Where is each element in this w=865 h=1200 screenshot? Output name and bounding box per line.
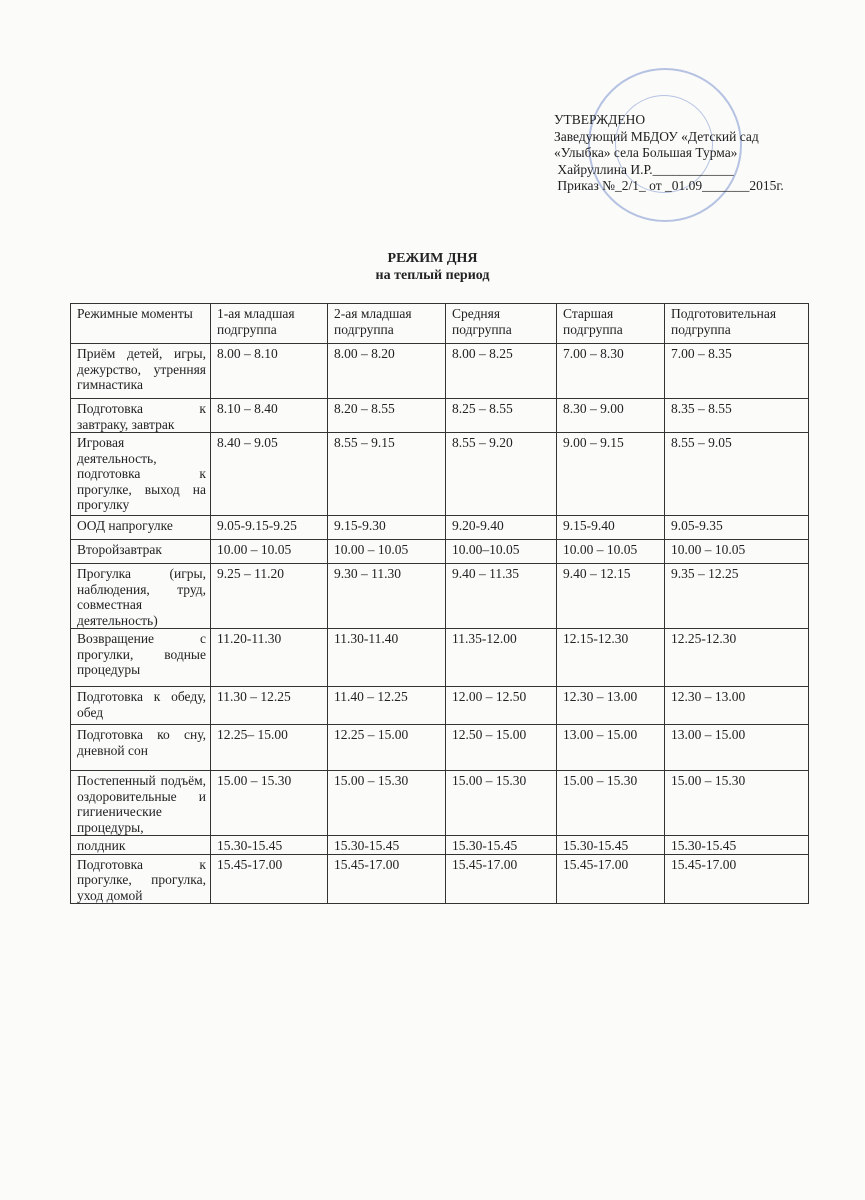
time-cell: 8.30 – 9.00 (557, 399, 665, 433)
column-header: Средняя подгруппа (446, 304, 557, 344)
time-cell: 8.55 – 9.05 (665, 433, 809, 516)
regime-moment-cell: Приём детей, игры, дежурство, утренняя гимнастика (71, 344, 211, 399)
table-row (71, 344, 809, 399)
time-cell: 9.00 – 9.15 (557, 433, 665, 516)
time-cell: 10.00 – 10.05 (211, 540, 328, 564)
time-cell: 8.00 – 8.20 (328, 344, 446, 399)
time-cell: 13.00 – 15.00 (665, 725, 809, 771)
table-row (71, 564, 809, 629)
regime-moment-cell: Возвращение с прогулки, водные процедуры (71, 629, 211, 687)
table-row (71, 433, 809, 516)
time-cell: 9.05-9.15-9.25 (211, 516, 328, 540)
time-cell: 8.55 – 9.20 (446, 433, 557, 516)
column-header: Старшая подгруппа (557, 304, 665, 344)
time-cell: 15.30-15.45 (665, 836, 809, 855)
time-cell: 12.25 – 15.00 (328, 725, 446, 771)
time-cell: 9.35 – 12.25 (665, 564, 809, 629)
time-cell: 11.35-12.00 (446, 629, 557, 687)
regime-moment-cell: Прогулка (игры, наблюдения, труд, совместная деятельность) (71, 564, 211, 629)
time-cell: 8.00 – 8.25 (446, 344, 557, 399)
time-cell: 10.00 – 10.05 (557, 540, 665, 564)
time-cell: 15.30-15.45 (446, 836, 557, 855)
time-cell: 12.30 – 13.00 (665, 687, 809, 725)
time-cell: 15.30-15.45 (557, 836, 665, 855)
table-row (71, 629, 809, 687)
time-cell: 15.00 – 15.30 (211, 771, 328, 836)
time-cell: 9.05-9.35 (665, 516, 809, 540)
approval-line: Заведующий МБДОУ «Детский сад (554, 128, 759, 144)
column-header: Подготовительная подгруппа (665, 304, 809, 344)
approval-line: «Улыбка» села Большая Турма» (554, 145, 738, 160)
time-cell: 9.25 – 11.20 (211, 564, 328, 629)
time-cell: 10.00–10.05 (446, 540, 557, 564)
time-cell: 15.45-17.00 (328, 854, 446, 904)
table-row (71, 516, 809, 540)
table-row (71, 771, 809, 836)
table-row (71, 540, 809, 564)
time-cell: 8.55 – 9.15 (328, 433, 446, 516)
time-cell: 15.00 – 15.30 (328, 771, 446, 836)
time-cell: 11.40 – 12.25 (328, 687, 446, 725)
column-header: 1-ая младшая подгруппа (211, 304, 328, 344)
table-row (71, 399, 809, 433)
time-cell: 15.45-17.00 (211, 854, 328, 904)
time-cell: 15.30-15.45 (328, 836, 446, 855)
title-sub: на теплый период (375, 268, 490, 283)
time-cell: 8.35 – 8.55 (665, 399, 809, 433)
table-header-row (71, 304, 809, 344)
time-cell: 9.40 – 12.15 (557, 564, 665, 629)
time-cell: 10.00 – 10.05 (328, 540, 446, 564)
time-cell: 15.45-17.00 (446, 854, 557, 904)
title-main: РЕЖИМ ДНЯ (387, 251, 478, 266)
time-cell: 9.30 – 11.30 (328, 564, 446, 629)
column-header: Режимные моменты (71, 304, 211, 344)
table-row (71, 725, 809, 771)
regime-moment-cell: полдник (71, 836, 211, 855)
time-cell: 13.00 – 15.00 (557, 725, 665, 771)
time-cell: 7.00 – 8.30 (557, 344, 665, 399)
time-cell: 9.15-9.40 (557, 516, 665, 540)
time-cell: 12.50 – 15.00 (446, 725, 557, 771)
time-cell: 9.20-9.40 (446, 516, 557, 540)
time-cell: 8.20 – 8.55 (328, 399, 446, 433)
time-cell: 11.30 – 12.25 (211, 687, 328, 725)
approval-line: Хайруллина И.Р.____________ (554, 161, 734, 177)
table-row (71, 854, 809, 904)
time-cell: 15.45-17.00 (557, 854, 665, 904)
schedule-table (70, 303, 809, 904)
approval-line: УТВЕРЖДЕНО (554, 112, 646, 127)
time-cell: 15.00 – 15.30 (446, 771, 557, 836)
table-row (71, 687, 809, 725)
time-cell: 8.40 – 9.05 (211, 433, 328, 516)
regime-moment-cell: Второйзавтрак (71, 540, 211, 564)
regime-moment-cell: Подготовка к прогулке, прогулка, уход домой (71, 854, 211, 904)
document-title (0, 250, 865, 284)
regime-moment-cell: Подготовка к завтраку, завтрак (71, 399, 211, 433)
time-cell: 12.15-12.30 (557, 629, 665, 687)
time-cell: 9.40 – 11.35 (446, 564, 557, 629)
time-cell: 15.00 – 15.30 (665, 771, 809, 836)
time-cell: 12.25-12.30 (665, 629, 809, 687)
regime-moment-cell: Постепенный подъём, оздоровительные и гигиенические процедуры, (71, 771, 211, 836)
time-cell: 12.00 – 12.50 (446, 687, 557, 725)
time-cell: 7.00 – 8.35 (665, 344, 809, 399)
column-header: 2-ая младшая подгруппа (328, 304, 446, 344)
time-cell: 9.15-9.30 (328, 516, 446, 540)
time-cell: 8.25 – 8.55 (446, 399, 557, 433)
time-cell: 15.30-15.45 (211, 836, 328, 855)
regime-moment-cell: Подготовка ко сну, дневной сон (71, 725, 211, 771)
time-cell: 8.10 – 8.40 (211, 399, 328, 433)
regime-moment-cell: Игровая деятельность, подготовка к прогулке, выход на прогулку (71, 433, 211, 516)
time-cell: 12.25– 15.00 (211, 725, 328, 771)
regime-moment-cell: Подготовка к обеду, обед (71, 687, 211, 725)
time-cell: 12.30 – 13.00 (557, 687, 665, 725)
time-cell: 15.45-17.00 (665, 854, 809, 904)
approval-block (554, 112, 784, 195)
regime-moment-cell: ООД напрогулке (71, 516, 211, 540)
time-cell: 10.00 – 10.05 (665, 540, 809, 564)
approval-line: Приказ №_2/1_ от _01.09_______2015г. (554, 178, 784, 193)
time-cell: 11.30-11.40 (328, 629, 446, 687)
time-cell: 8.00 – 8.10 (211, 344, 328, 399)
time-cell: 15.00 – 15.30 (557, 771, 665, 836)
time-cell: 11.20-11.30 (211, 629, 328, 687)
table-row (71, 836, 809, 855)
